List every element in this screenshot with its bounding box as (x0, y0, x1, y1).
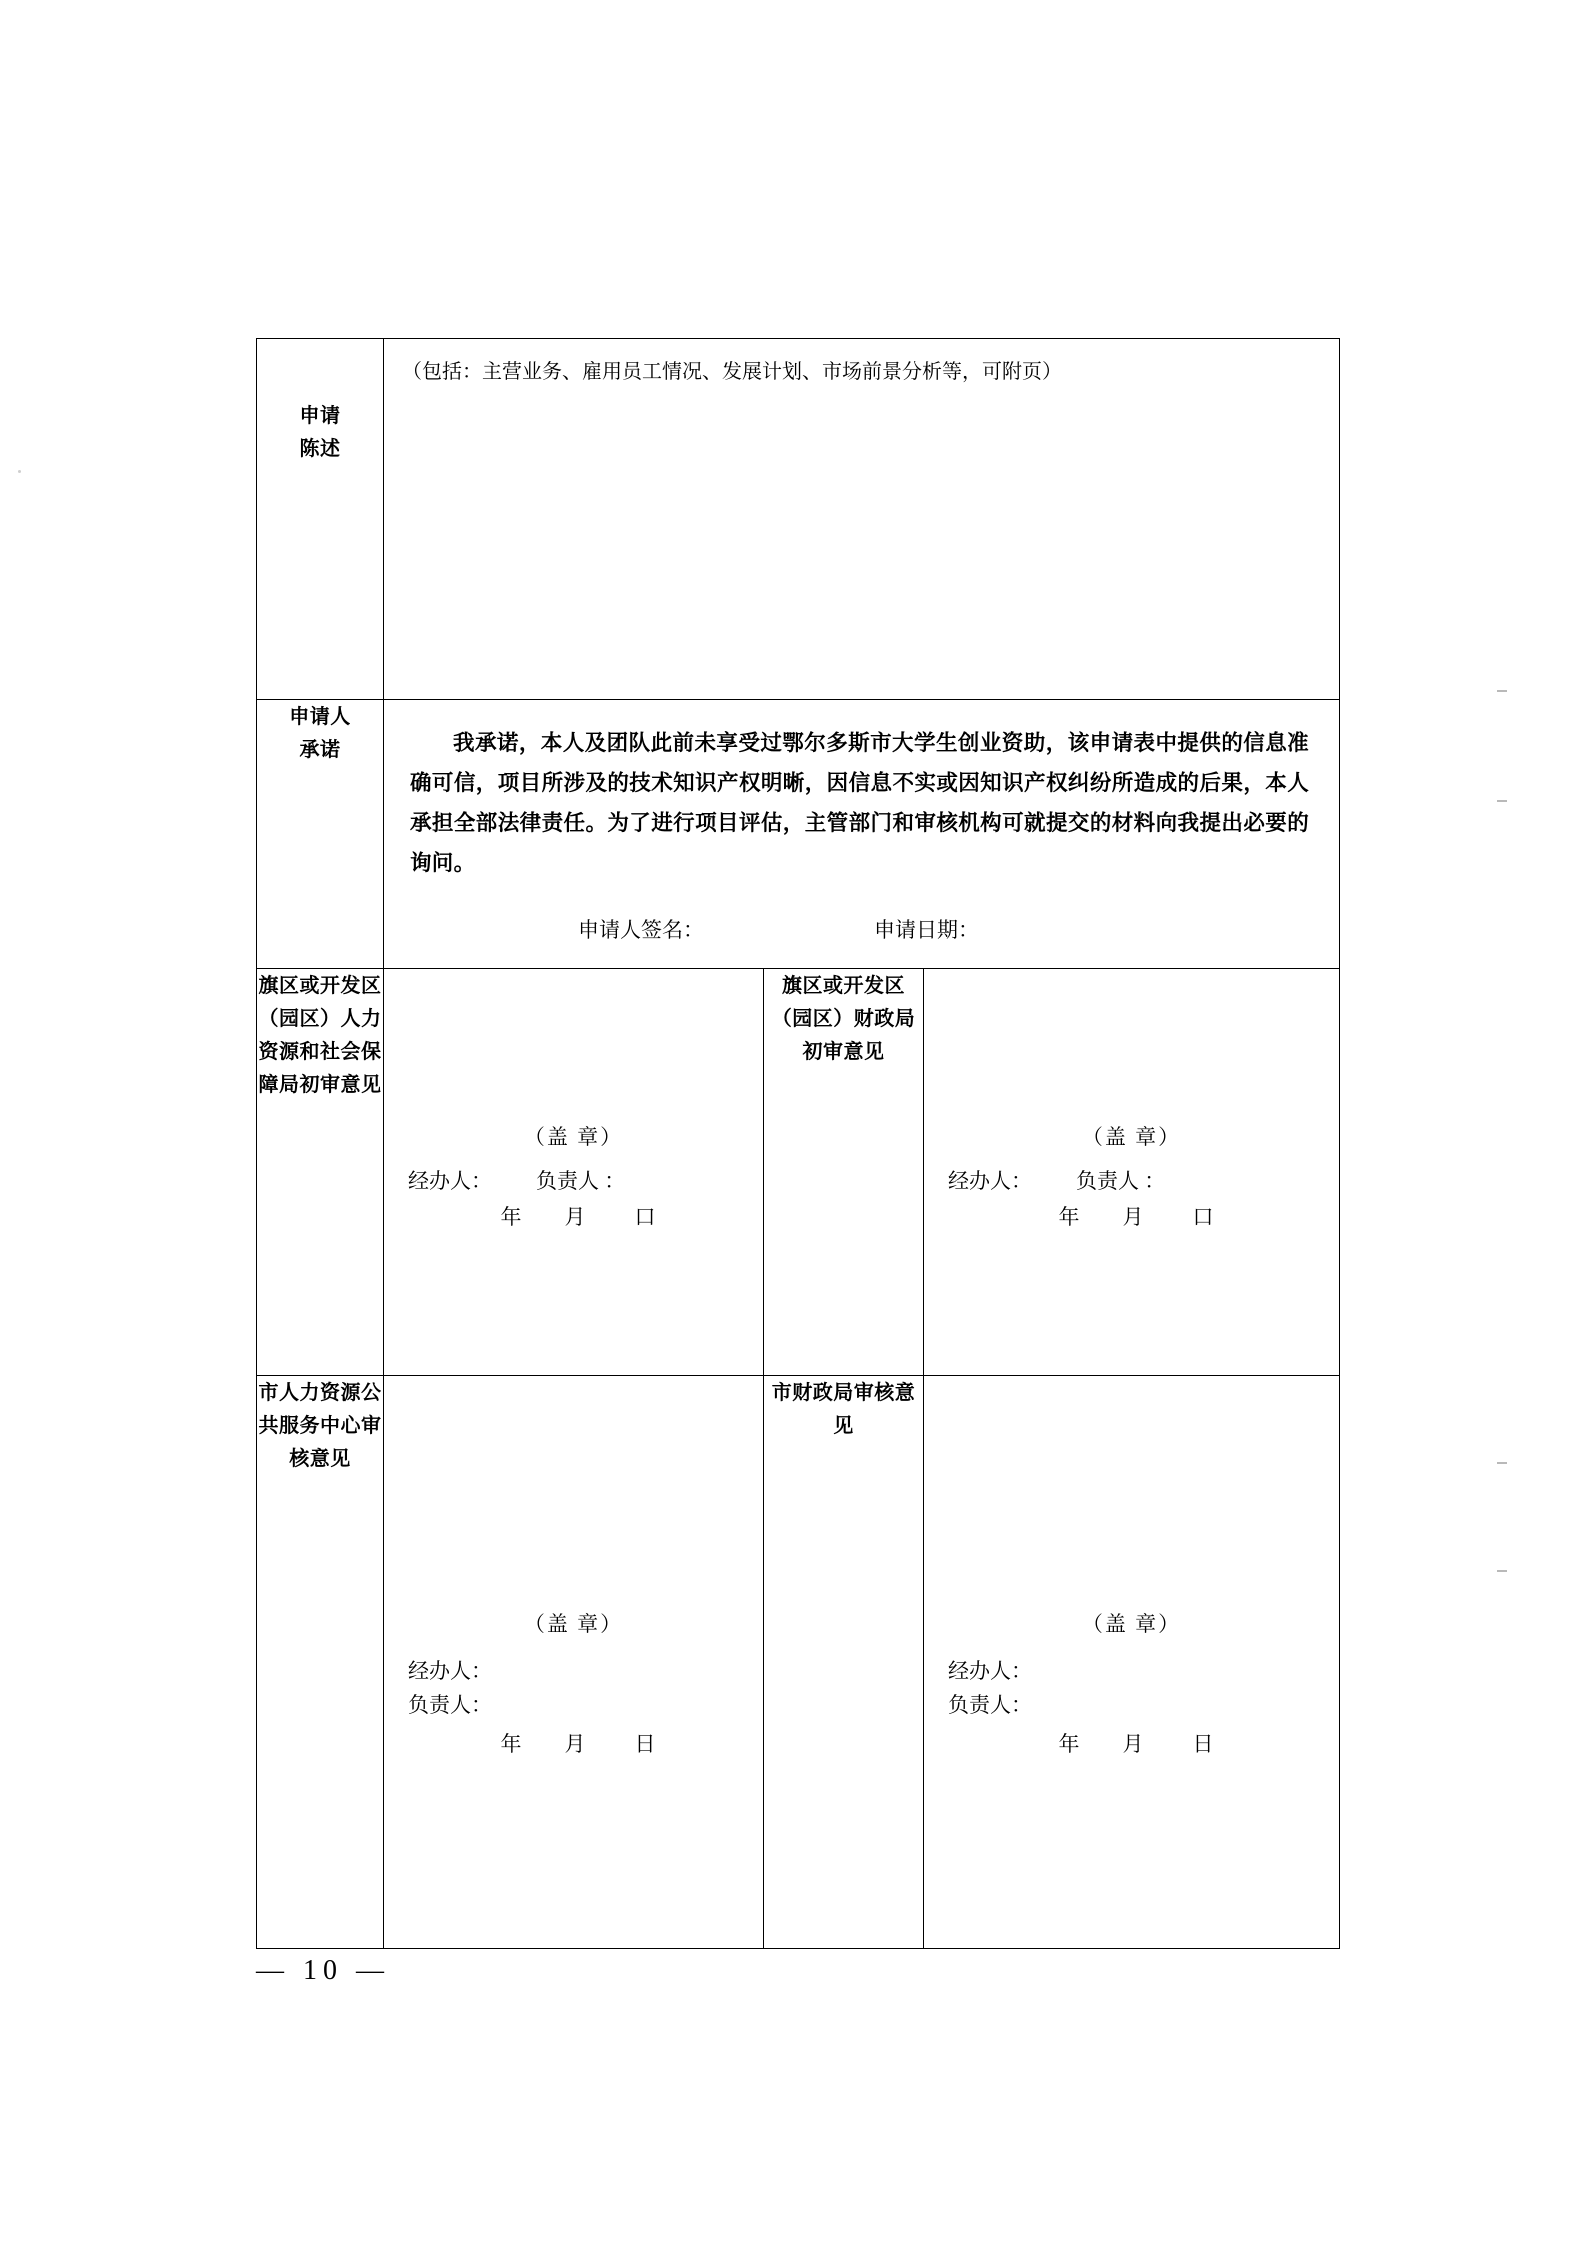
statement-input-area[interactable] (384, 339, 1340, 700)
application-form-table (256, 338, 1340, 1949)
statement-hint: （包括：主营业务、雇用员工情况、发展计划、市场前景分析等，可附页） (402, 361, 1062, 383)
row-label-city-hr-center: 市人力资源公共服务中心审核意见 (257, 1376, 384, 1949)
city-hr-seal-label: （盖 章） (523, 1612, 624, 1636)
district-hr-leader-label: 负责人 ： (536, 1169, 626, 1193)
row-label-district-finance: 旗区或开发区（园区）财政局初审意见 (764, 969, 924, 1376)
district-finance-leader-label: 负责人 ： (1076, 1169, 1166, 1193)
district-hr-year-label: 年 (500, 1205, 523, 1229)
row-label-statement-line2: 陈述 (299, 436, 341, 460)
promise-text: 我承诺，本人及团队此前未享受过鄂尔多斯市大学生创业资助，该申请表中提供的信息准确可信，项目所涉及的技术知识产权明晰，因信息不实或因知识产权纠纷所造成的后果，本人承担全部法律责任。为了进行项目评估，主管部门和审核机构可就提交的材料向我提出必要的询问。 (410, 731, 1309, 876)
scan-artifact (1497, 1462, 1507, 1464)
scan-artifact (18, 470, 21, 473)
district-finance-year-label: 年 (1058, 1205, 1081, 1229)
city-finance-handler-label: 经办人： (948, 1659, 1032, 1683)
district-hr-handler-line (384, 1165, 763, 1195)
row-label-promise-line2: 承诺 (299, 737, 341, 761)
district-hr-day-label: 口 (634, 1205, 657, 1229)
city-finance-seal-label: （盖 章） (1081, 1612, 1182, 1636)
row-label-promise (257, 700, 384, 969)
promise-content-cell (384, 700, 1340, 969)
district-hr-month-label: 月 (564, 1205, 587, 1229)
district-finance-opinion-cell[interactable] (924, 969, 1340, 1376)
city-hr-leader-label: 负责人： (408, 1693, 492, 1717)
district-finance-date-line (924, 1201, 1339, 1231)
city-finance-month-label: 月 (1122, 1732, 1145, 1756)
city-finance-year-label: 年 (1058, 1732, 1081, 1756)
table-row-statement (257, 339, 1340, 700)
district-finance-month-label: 月 (1122, 1205, 1145, 1229)
scan-artifact (1497, 1570, 1507, 1572)
table-row-promise (257, 700, 1340, 969)
row-label-statement-line1: 申请 (299, 403, 341, 427)
city-hr-opinion-cell[interactable] (384, 1376, 764, 1949)
city-finance-leader-label: 负责人： (948, 1693, 1032, 1717)
row-label-promise-line1: 申请人 (289, 704, 351, 728)
city-hr-handler-label: 经办人： (408, 1659, 492, 1683)
district-finance-handler-line (924, 1165, 1339, 1195)
city-finance-date-line (924, 1728, 1339, 1758)
district-hr-date-line (384, 1201, 763, 1231)
applicant-signature-label[interactable]: 申请人签名： (578, 918, 704, 942)
row-label-statement (257, 339, 384, 700)
table-row-city-review (257, 1376, 1340, 1949)
page-number: — 10 — (256, 1955, 390, 1986)
row-label-city-finance: 市财政局审核意见 (764, 1376, 924, 1949)
city-hr-day-label: 日 (634, 1732, 657, 1756)
scan-artifact (1497, 690, 1507, 692)
district-finance-handler-label: 经办人： (948, 1169, 1032, 1193)
district-finance-day-label: 口 (1192, 1205, 1215, 1229)
district-hr-handler-label: 经办人： (408, 1169, 492, 1193)
district-hr-seal-label: （盖 章） (523, 1125, 624, 1149)
city-finance-day-label: 日 (1192, 1732, 1215, 1756)
city-hr-year-label: 年 (500, 1732, 523, 1756)
table-row-district-review (257, 969, 1340, 1376)
city-hr-month-label: 月 (564, 1732, 587, 1756)
row-label-district-hr: 旗区或开发区（园区）人力资源和社会保障局初审意见 (257, 969, 384, 1376)
city-hr-date-line (384, 1728, 763, 1758)
scan-artifact (1497, 800, 1507, 802)
city-finance-handler-stack (924, 1654, 1339, 1722)
district-finance-seal-label: （盖 章） (1081, 1125, 1182, 1149)
district-hr-opinion-cell[interactable] (384, 969, 764, 1376)
promise-signature-row (410, 914, 1309, 944)
applicant-date-label[interactable]: 申请日期： (874, 918, 979, 942)
city-finance-opinion-cell[interactable] (924, 1376, 1340, 1949)
city-hr-handler-stack (384, 1654, 763, 1722)
